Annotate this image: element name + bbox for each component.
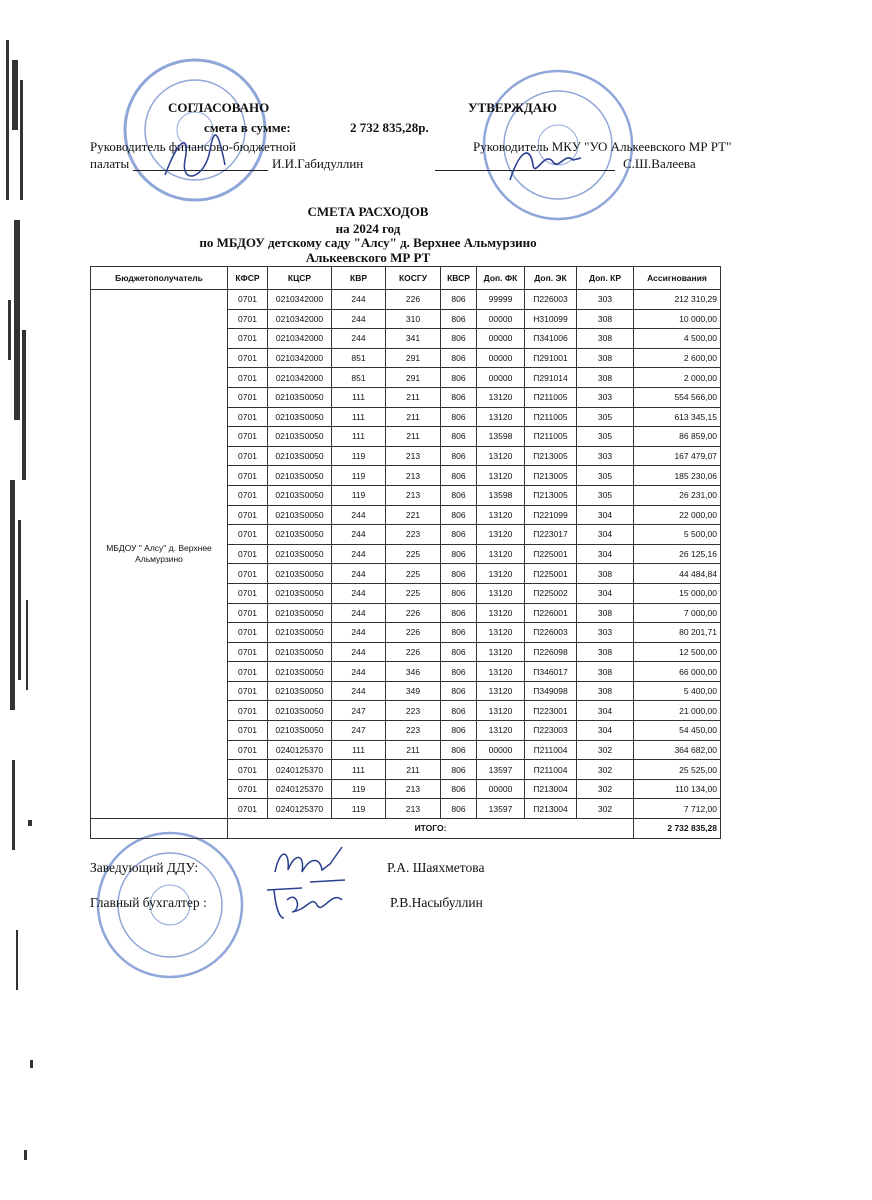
table-cell: 0701 [228, 740, 268, 760]
table-cell: 806 [441, 309, 477, 329]
table-cell: 806 [441, 427, 477, 447]
table-cell: 0701 [228, 485, 268, 505]
total-empty-cell [91, 819, 228, 839]
table-cell: 302 [577, 799, 634, 819]
accountant-label: Главный бухгалтер : [90, 895, 207, 910]
table-cell: 806 [441, 740, 477, 760]
table-cell: 111 [332, 760, 386, 780]
table-cell: 225 [386, 583, 441, 603]
table-cell: 0701 [228, 427, 268, 447]
amount-cell: 44 484,84 [634, 564, 721, 584]
table-cell: 305 [577, 466, 634, 486]
table-cell: 851 [332, 368, 386, 388]
table-cell: 211 [386, 407, 441, 427]
table-cell: 02103S0050 [268, 387, 332, 407]
table-cell: П226001 [525, 603, 577, 623]
table-cell: 308 [577, 368, 634, 388]
table-cell: П346017 [525, 662, 577, 682]
table-cell: 02103S0050 [268, 642, 332, 662]
table-cell: 02103S0050 [268, 603, 332, 623]
total-value: 2 732 835,28 [634, 819, 721, 839]
table-cell: 244 [332, 544, 386, 564]
amount-cell: 613 345,15 [634, 407, 721, 427]
table-cell: 02103S0050 [268, 681, 332, 701]
table-cell: 119 [332, 779, 386, 799]
table-cell: 119 [332, 466, 386, 486]
total-label: ИТОГО: [228, 819, 634, 839]
table-cell: 310 [386, 309, 441, 329]
table-cell: 0701 [228, 564, 268, 584]
table-cell: 308 [577, 348, 634, 368]
table-cell: 0701 [228, 329, 268, 349]
table-cell: 806 [441, 329, 477, 349]
table-cell: 111 [332, 387, 386, 407]
table-cell: 02103S0050 [268, 485, 332, 505]
table-cell: 291 [386, 348, 441, 368]
table-cell: 806 [441, 662, 477, 682]
table-cell: 213 [386, 779, 441, 799]
doc-title: СМЕТА РАСХОДОВ [307, 204, 429, 219]
amount-cell: 2 000,00 [634, 368, 721, 388]
amount-cell: 21 000,00 [634, 701, 721, 721]
amount-cell: 26 125,16 [634, 544, 721, 564]
table-cell: П221099 [525, 505, 577, 525]
table-cell: 0701 [228, 544, 268, 564]
table-cell: 0701 [228, 701, 268, 721]
table-cell: 346 [386, 662, 441, 682]
table-cell: 308 [577, 309, 634, 329]
col-header: Доп. ЭК [525, 267, 577, 290]
table-cell: 806 [441, 603, 477, 623]
accountant-name: Р.В.Насыбуллин [390, 895, 483, 910]
table-cell: 02103S0050 [268, 427, 332, 447]
approval-right-name: С.Ш.Валеева [623, 156, 696, 171]
col-header: Бюджетополучатель [91, 267, 228, 290]
table-cell: 00000 [477, 329, 525, 349]
table-cell: 0701 [228, 662, 268, 682]
table-cell: П213004 [525, 779, 577, 799]
amount-cell: 66 000,00 [634, 662, 721, 682]
table-cell: 305 [577, 485, 634, 505]
table-cell: 244 [332, 681, 386, 701]
table-cell: 0701 [228, 721, 268, 741]
table-cell: П226003 [525, 623, 577, 643]
table-cell: 244 [332, 309, 386, 329]
table-cell: 119 [332, 799, 386, 819]
table-cell: 0240125370 [268, 799, 332, 819]
scan-edge-artifact [0, 0, 40, 1200]
table-cell: 806 [441, 407, 477, 427]
amount-cell: 2 600,00 [634, 348, 721, 368]
amount-cell: 25 525,00 [634, 760, 721, 780]
table-cell: 223 [386, 525, 441, 545]
approval-right-position: Руководитель МКУ "УО Алькеевского МР РТ" [473, 139, 732, 154]
table-cell: 0210342000 [268, 329, 332, 349]
table-cell: 247 [332, 721, 386, 741]
table-cell: 0210342000 [268, 290, 332, 310]
table-cell: 13120 [477, 583, 525, 603]
table-cell: 806 [441, 623, 477, 643]
table-cell: 308 [577, 603, 634, 623]
table-cell: 302 [577, 740, 634, 760]
table-cell: 13120 [477, 387, 525, 407]
table-cell: 304 [577, 525, 634, 545]
table-cell: 119 [332, 485, 386, 505]
table-cell: 304 [577, 544, 634, 564]
table-cell: 13120 [477, 544, 525, 564]
approval-sum-label: смета в сумме: [204, 120, 291, 135]
table-cell: 0701 [228, 760, 268, 780]
table-cell: 304 [577, 721, 634, 741]
table-cell: 806 [441, 446, 477, 466]
table-cell: 308 [577, 329, 634, 349]
table-cell: 308 [577, 662, 634, 682]
col-header: Доп. ФК [477, 267, 525, 290]
table-cell: 244 [332, 505, 386, 525]
table-cell: 13120 [477, 466, 525, 486]
table-cell: 02103S0050 [268, 623, 332, 643]
table-cell: 806 [441, 564, 477, 584]
table-cell: П341006 [525, 329, 577, 349]
table-cell: 806 [441, 466, 477, 486]
col-header: КВСР [441, 267, 477, 290]
table-cell: П225001 [525, 544, 577, 564]
amount-cell: 22 000,00 [634, 505, 721, 525]
table-cell: 244 [332, 662, 386, 682]
table-cell: 291 [386, 368, 441, 388]
table-row [91, 290, 721, 310]
table-cell: 13120 [477, 721, 525, 741]
table-cell: 226 [386, 603, 441, 623]
table-cell: 0701 [228, 446, 268, 466]
amount-cell: 12 500,00 [634, 642, 721, 662]
table-cell: 211 [386, 427, 441, 447]
table-cell: П226003 [525, 290, 577, 310]
amount-cell: 364 682,00 [634, 740, 721, 760]
table-cell: 0701 [228, 799, 268, 819]
table-cell: 226 [386, 290, 441, 310]
table-cell: П213005 [525, 466, 577, 486]
amount-cell: 554 566,00 [634, 387, 721, 407]
table-cell: П291001 [525, 348, 577, 368]
table-cell: 0701 [228, 466, 268, 486]
amount-cell: 7 000,00 [634, 603, 721, 623]
table-cell: 806 [441, 583, 477, 603]
table-cell: 806 [441, 348, 477, 368]
table-cell: 308 [577, 642, 634, 662]
table-cell: 0701 [228, 309, 268, 329]
table-cell: 806 [441, 681, 477, 701]
table-cell: 00000 [477, 368, 525, 388]
table-cell: 02103S0050 [268, 544, 332, 564]
col-header: Ассигнования [634, 267, 721, 290]
table-cell: 806 [441, 387, 477, 407]
approval-left-title: СОГЛАСОВАНО [168, 100, 270, 115]
amount-cell: 5 400,00 [634, 681, 721, 701]
table-cell: 13597 [477, 760, 525, 780]
table-cell: 13598 [477, 485, 525, 505]
table-cell: 111 [332, 427, 386, 447]
table-cell: 02103S0050 [268, 525, 332, 545]
table-cell: 02103S0050 [268, 583, 332, 603]
table-cell: 0701 [228, 623, 268, 643]
col-header: КЦСР [268, 267, 332, 290]
amount-cell: 185 230,06 [634, 466, 721, 486]
table-cell: 302 [577, 779, 634, 799]
table-cell: 00000 [477, 309, 525, 329]
table-cell: 304 [577, 583, 634, 603]
table-cell: 119 [332, 446, 386, 466]
table-cell: Н310099 [525, 309, 577, 329]
table-cell: 02103S0050 [268, 407, 332, 427]
doc-year: на 2024 год [335, 221, 401, 236]
table-cell: 806 [441, 290, 477, 310]
table-cell: П213005 [525, 485, 577, 505]
table-cell: 304 [577, 701, 634, 721]
table-cell: 349 [386, 681, 441, 701]
table-cell: 111 [332, 407, 386, 427]
table-cell: 13120 [477, 701, 525, 721]
table-cell: 226 [386, 642, 441, 662]
table-cell: 0701 [228, 387, 268, 407]
table-cell: П223003 [525, 721, 577, 741]
table-cell: 02103S0050 [268, 505, 332, 525]
amount-cell: 212 310,29 [634, 290, 721, 310]
table-cell: 302 [577, 760, 634, 780]
table-cell: 00000 [477, 740, 525, 760]
table-cell: 223 [386, 701, 441, 721]
doc-subtitle: по МБДОУ детскому саду "Алсу" д. Верхнее Альмурзино [199, 235, 537, 250]
table-cell: П226098 [525, 642, 577, 662]
table-cell: 806 [441, 525, 477, 545]
table-cell: 13120 [477, 681, 525, 701]
table-cell: 305 [577, 427, 634, 447]
table-cell: 308 [577, 681, 634, 701]
table-cell: 13120 [477, 662, 525, 682]
table-cell: 13120 [477, 623, 525, 643]
table-cell: 851 [332, 348, 386, 368]
table-cell: 308 [577, 564, 634, 584]
table-cell: 211 [386, 387, 441, 407]
table-cell: 806 [441, 799, 477, 819]
table-cell: 0240125370 [268, 740, 332, 760]
amount-cell: 167 479,07 [634, 446, 721, 466]
table-cell: 02103S0050 [268, 564, 332, 584]
table-cell: 0701 [228, 525, 268, 545]
table-cell: 0210342000 [268, 348, 332, 368]
table-cell: 13120 [477, 505, 525, 525]
amount-cell: 86 859,00 [634, 427, 721, 447]
approval-left-position: Руководитель финансово-бюджетной [90, 139, 296, 154]
col-header: КФСР [228, 267, 268, 290]
table-cell: 303 [577, 623, 634, 643]
approval-left-position-line2: палаты [90, 156, 130, 171]
table-cell: 111 [332, 740, 386, 760]
table-cell: 225 [386, 544, 441, 564]
table-cell: 806 [441, 701, 477, 721]
table-cell: 211 [386, 760, 441, 780]
table-cell: 0240125370 [268, 779, 332, 799]
amount-cell: 5 500,00 [634, 525, 721, 545]
table-cell: П349098 [525, 681, 577, 701]
table-cell: 226 [386, 623, 441, 643]
table-cell: 806 [441, 544, 477, 564]
table-cell: 304 [577, 505, 634, 525]
table-cell: 02103S0050 [268, 721, 332, 741]
col-header: КОСГУ [386, 267, 441, 290]
approval-left-name: И.И.Габидуллин [272, 156, 364, 171]
table-cell: 341 [386, 329, 441, 349]
amount-cell: 7 712,00 [634, 799, 721, 819]
table-cell: 806 [441, 368, 477, 388]
table-cell: 13120 [477, 407, 525, 427]
head-name: Р.А. Шаяхметова [387, 860, 485, 875]
table-cell: 0701 [228, 290, 268, 310]
table-cell: 244 [332, 564, 386, 584]
table-cell: 0701 [228, 779, 268, 799]
total-row [91, 819, 721, 839]
table-cell: 0701 [228, 603, 268, 623]
table-cell: 244 [332, 583, 386, 603]
approval-right-title: УТВЕРЖДАЮ [468, 100, 557, 115]
table-cell: П223001 [525, 701, 577, 721]
table-cell: П211004 [525, 740, 577, 760]
table-cell: П223017 [525, 525, 577, 545]
table-cell: 13598 [477, 427, 525, 447]
table-cell: 13120 [477, 603, 525, 623]
table-cell: 13120 [477, 564, 525, 584]
table-cell: П213004 [525, 799, 577, 819]
table-cell: 02103S0050 [268, 466, 332, 486]
table-cell: 806 [441, 760, 477, 780]
table-cell: 244 [332, 290, 386, 310]
table-cell: 0240125370 [268, 760, 332, 780]
table-cell: 99999 [477, 290, 525, 310]
table-cell: 221 [386, 505, 441, 525]
table-cell: 13120 [477, 525, 525, 545]
col-header: Доп. КР [577, 267, 634, 290]
table-cell: 806 [441, 721, 477, 741]
table-cell: П211004 [525, 760, 577, 780]
amount-cell: 80 201,71 [634, 623, 721, 643]
table-cell: 806 [441, 485, 477, 505]
table-cell: 00000 [477, 779, 525, 799]
signature-right [505, 140, 585, 185]
table-cell: 0210342000 [268, 368, 332, 388]
doc-subtitle-region: Алькеевского МР РТ [305, 250, 431, 265]
table-cell: 244 [332, 603, 386, 623]
signature-accountant [262, 880, 352, 925]
table-cell: П225002 [525, 583, 577, 603]
amount-cell: 110 134,00 [634, 779, 721, 799]
signature-left [160, 130, 230, 185]
table-cell: 0701 [228, 348, 268, 368]
budget-table [90, 266, 721, 839]
table-cell: П211005 [525, 427, 577, 447]
table-cell: 303 [577, 387, 634, 407]
table-cell: П213005 [525, 446, 577, 466]
table-cell: 211 [386, 740, 441, 760]
table-cell: П291014 [525, 368, 577, 388]
table-cell: 13120 [477, 642, 525, 662]
table-cell: 244 [332, 642, 386, 662]
table-cell: П211005 [525, 407, 577, 427]
amount-cell: 10 000,00 [634, 309, 721, 329]
table-cell: 00000 [477, 348, 525, 368]
table-cell: 244 [332, 525, 386, 545]
table-cell: 305 [577, 407, 634, 427]
amount-cell: 15 000,00 [634, 583, 721, 603]
table-cell: 213 [386, 446, 441, 466]
table-cell: 02103S0050 [268, 701, 332, 721]
amount-cell: 54 450,00 [634, 721, 721, 741]
head-label: Заведующий ДДУ: [90, 860, 199, 875]
table-cell: 0701 [228, 642, 268, 662]
table-cell: 13597 [477, 799, 525, 819]
table-cell: 223 [386, 721, 441, 741]
table-cell: 247 [332, 701, 386, 721]
recipient-cell: МБДОУ " Алсу" д. Верхнее Альмурзино [91, 290, 228, 819]
table-cell: 244 [332, 623, 386, 643]
table-cell: 303 [577, 290, 634, 310]
table-cell: 225 [386, 564, 441, 584]
table-cell: 0701 [228, 505, 268, 525]
table-cell: 0701 [228, 407, 268, 427]
table-cell: 806 [441, 642, 477, 662]
table-cell: П225001 [525, 564, 577, 584]
table-cell: 244 [332, 329, 386, 349]
table-cell: 0210342000 [268, 309, 332, 329]
table-cell: 02103S0050 [268, 446, 332, 466]
table-cell: 303 [577, 446, 634, 466]
table-cell: 213 [386, 799, 441, 819]
table-cell: 213 [386, 466, 441, 486]
table-cell: 213 [386, 485, 441, 505]
table-cell: 806 [441, 505, 477, 525]
table-header-row [91, 267, 721, 290]
col-header: КВР [332, 267, 386, 290]
table-cell: П211005 [525, 387, 577, 407]
table-cell: 02103S0050 [268, 662, 332, 682]
amount-cell: 26 231,00 [634, 485, 721, 505]
table-cell: 0701 [228, 583, 268, 603]
table-cell: 0701 [228, 681, 268, 701]
table-cell: 0701 [228, 368, 268, 388]
amount-cell: 4 500,00 [634, 329, 721, 349]
table-cell: 13120 [477, 446, 525, 466]
table-cell: 806 [441, 779, 477, 799]
approval-sum-value: 2 732 835,28р. [350, 120, 429, 135]
